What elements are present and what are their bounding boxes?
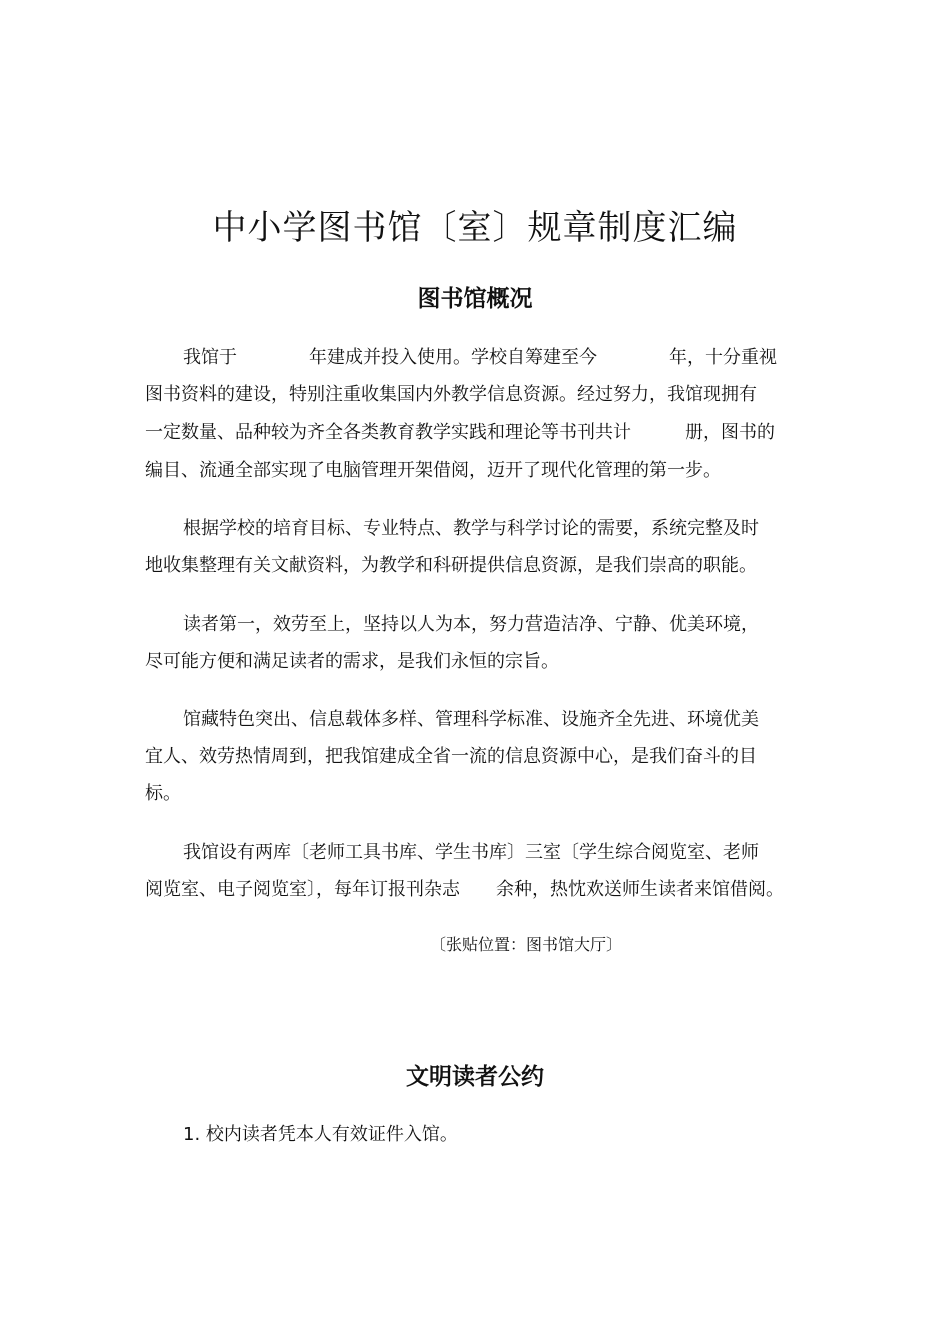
paragraph-line: 图书资料的建设，特别注重收集国内外教学信息资源。经过努力，我馆现拥有: [145, 384, 757, 405]
paragraph-line: 标。: [145, 783, 181, 804]
paragraph-line: 编目、流通全部实现了电脑管理开架借阅，迈开了现代化管理的第一步。: [145, 460, 721, 481]
paragraph-line: 读者第一，效劳至上，坚持以人为本，努力营造洁净、宁静、优美环境，: [183, 614, 759, 635]
paragraph-line: 馆藏特色突出、信息载体多样、管理科学标准、设施齐全先进、环境优美: [183, 709, 759, 730]
section-heading-reader-code: 文明读者公约: [406, 1063, 544, 1090]
paragraph-line: 阅览室、电子阅览室〕，每年订报刊杂志 余种，热忱欢送师生读者来馆借阅。: [145, 879, 784, 900]
paragraph-line: 宜人、效劳热情周到，把我馆建成全省一流的信息资源中心，是我们奋斗的目: [145, 746, 757, 767]
section-heading-overview: 图书馆概况: [417, 285, 533, 312]
paragraph-line: 一定数量、品种较为齐全各类教育教学实践和理论等书刊共计 册，图书的: [145, 422, 775, 443]
paragraph-line: 根据学校的培育目标、专业特点、教学与科学讨论的需要，系统完整及时: [183, 518, 759, 539]
document-title: 中小学图书馆〔室〕规章制度汇编: [212, 208, 738, 248]
paragraph-line: 尽可能方便和满足读者的需求，是我们永恒的宗旨。: [145, 651, 559, 672]
paragraph-line: 我馆于 年建成并投入使用。学校自筹建至今 年，十分重视: [183, 347, 777, 368]
paragraph-line: 我馆设有两库〔老师工具书库、学生书库〕三室〔学生综合阅览室、老师: [183, 842, 759, 863]
list-item-text: 校内读者凭本人有效证件入馆。: [205, 1124, 458, 1145]
paragraph-line: 地收集整理有关文献资料，为教学和科研提供信息资源，是我们崇高的职能。: [145, 555, 757, 576]
list-item: [183, 1120, 458, 1146]
posting-location-caption: 〔张贴位置：图书馆大厅〕: [430, 935, 623, 954]
list-item-number: 1.: [183, 1124, 201, 1145]
